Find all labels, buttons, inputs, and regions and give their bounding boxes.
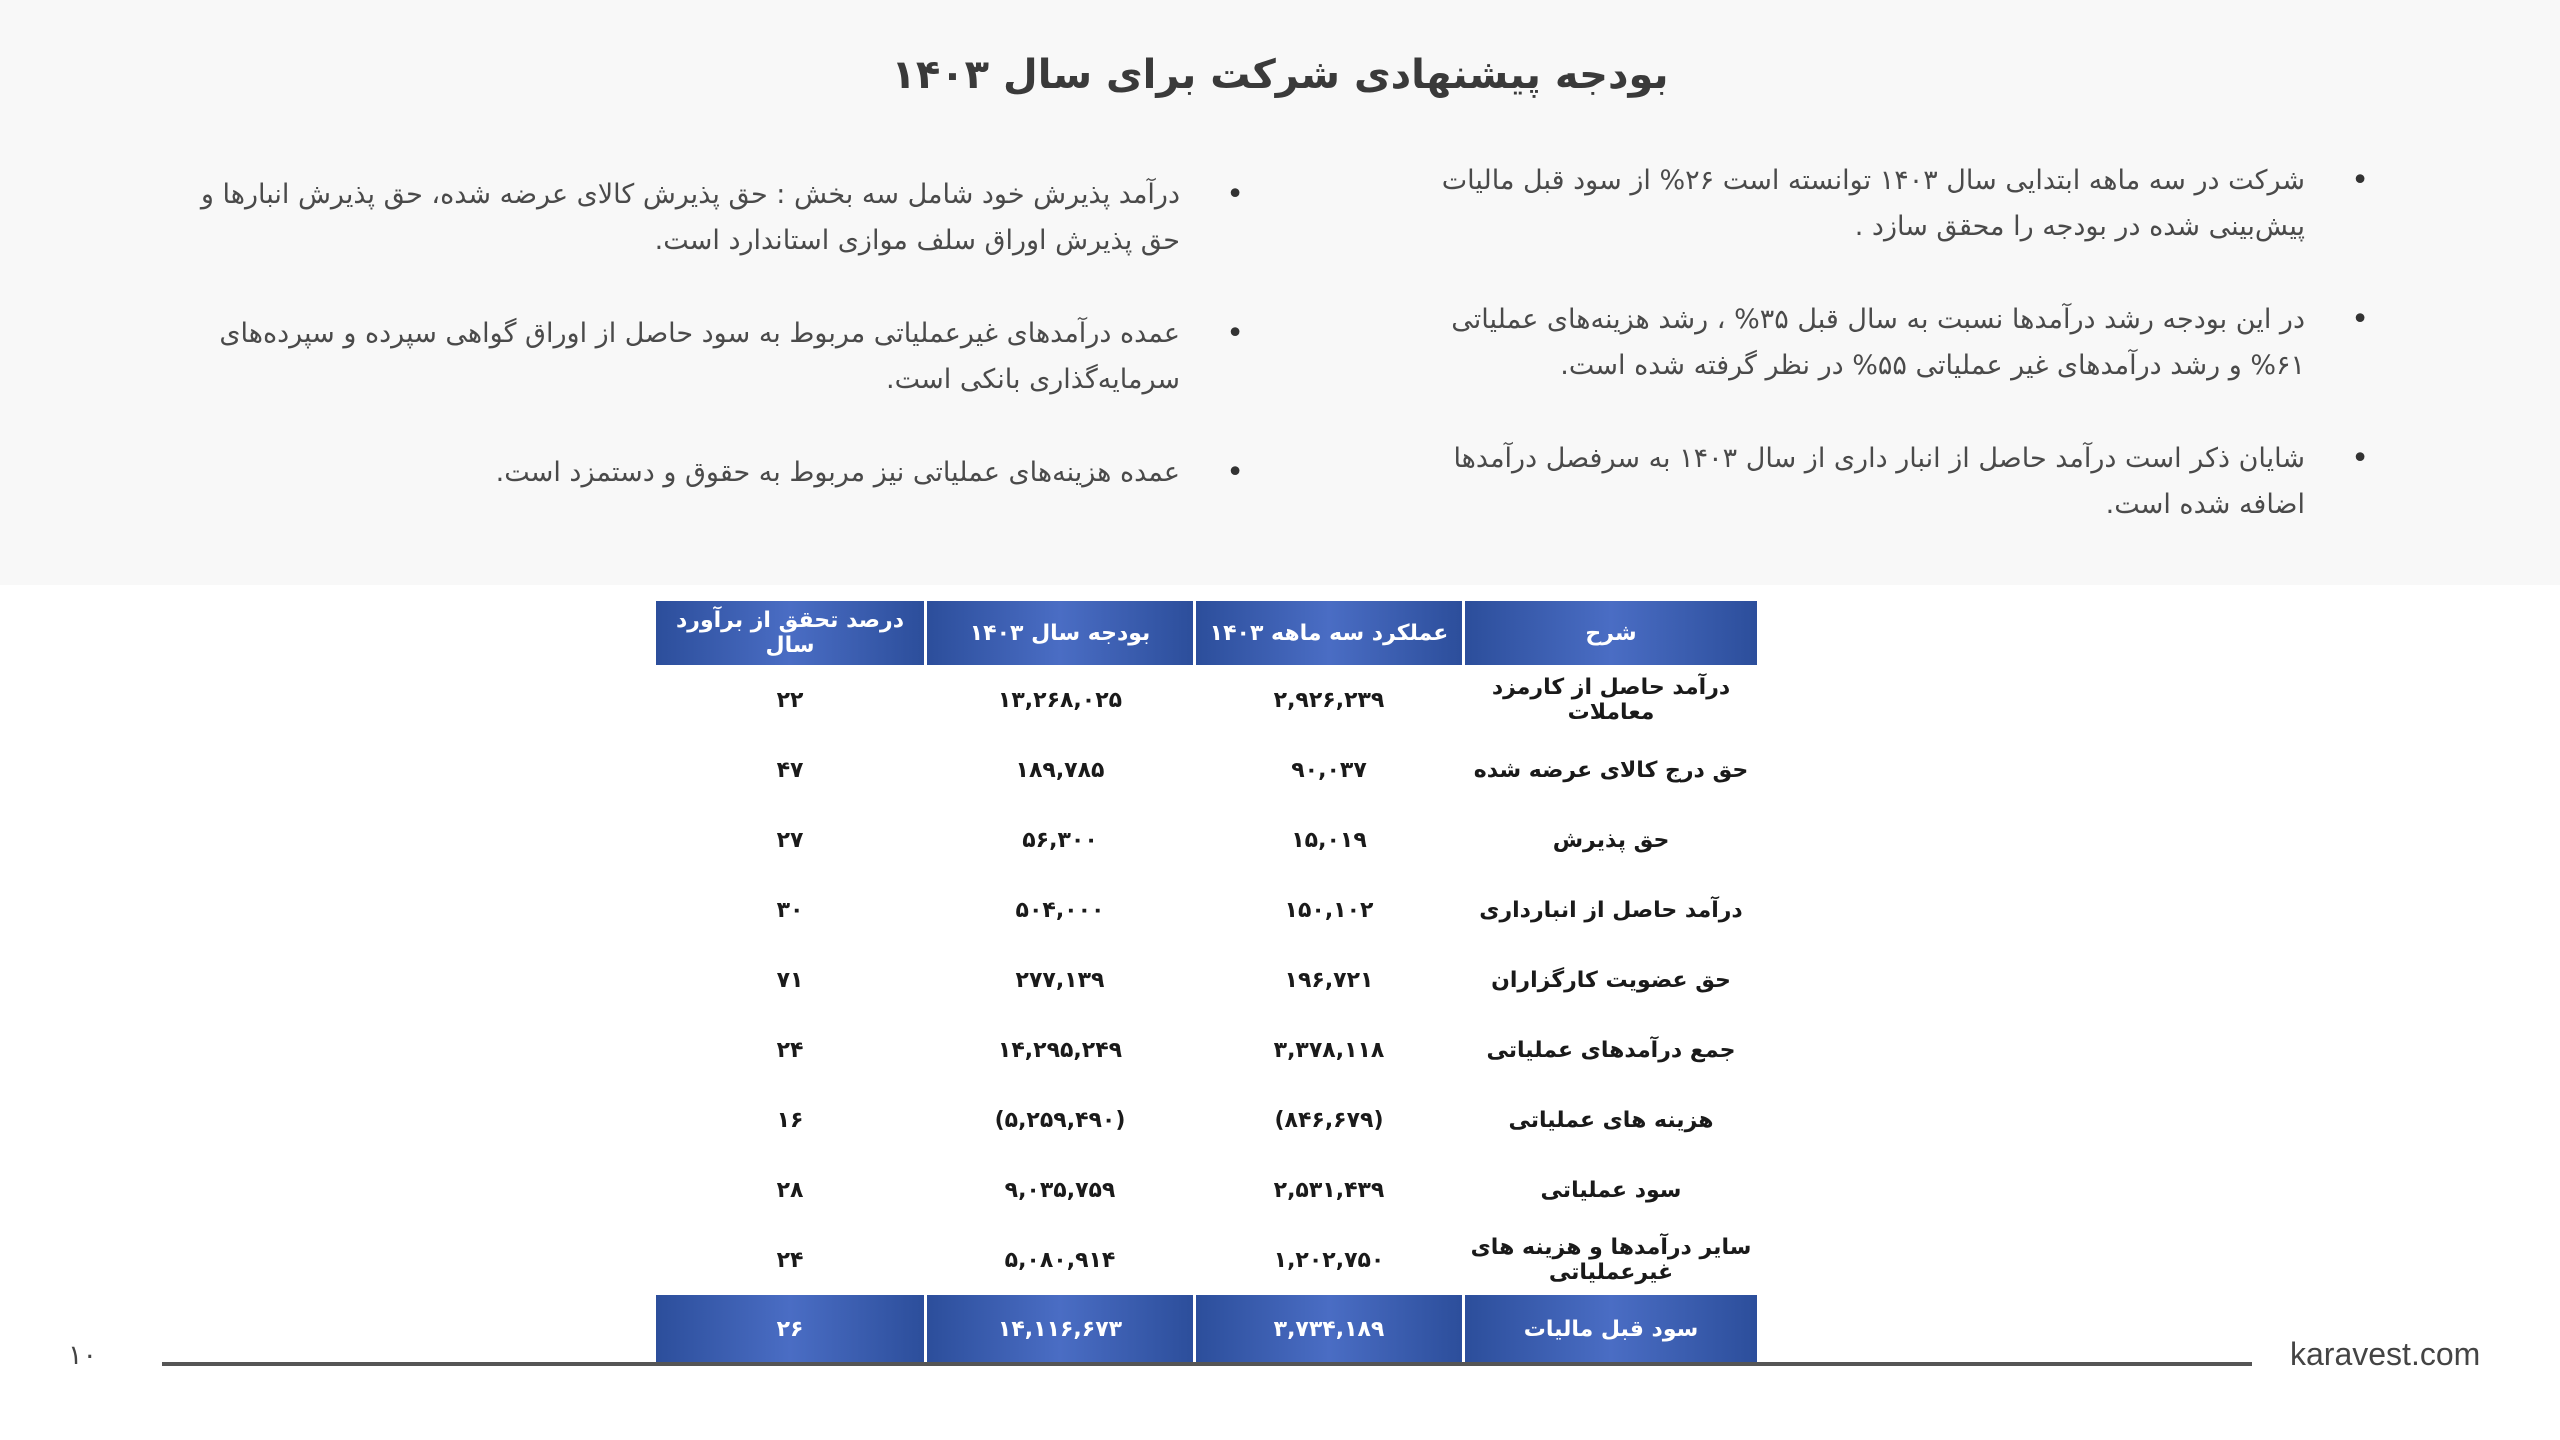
bullet-text: درآمد پذیرش خود شامل سه بخش : حق پذیرش کالای عرضه شده، حق پذیرش انبارها و حق پذیرش اوراق سلف موازی استاندارد است. [200, 179, 1180, 256]
cell-q1-performance: ۱۹۶,۷۲۱ [1196, 945, 1462, 1015]
cell-description: سود قبل مالیات [1465, 1295, 1757, 1363]
cell-annual-budget: ۲۷۷,۱۳۹ [927, 945, 1193, 1015]
cell-description: درآمد حاصل از انبارداری [1465, 875, 1757, 945]
bullet-text: شرکت در سه ماهه ابتدایی سال ۱۴۰۳ توانسته است ۲۶% از سود قبل مالیات پیش‌بینی شده در بودجه را محقق سازد . [1441, 165, 2305, 242]
cell-annual-budget: ۱۴,۲۹۵,۲۴۹ [927, 1015, 1193, 1085]
table-row [656, 875, 1757, 945]
right-bullet-list [1395, 158, 2369, 575]
page-title: بودجه پیشنهادی شرکت برای سال ۱۴۰۳ [891, 52, 1669, 98]
cell-achievement-percent: ۲۲ [656, 665, 924, 735]
cell-q1-performance: ۲,۹۲۶,۲۳۹ [1196, 665, 1462, 735]
cell-q1-performance: ۳,۳۷۸,۱۱۸ [1196, 1015, 1462, 1085]
table-row [656, 1155, 1757, 1225]
header-description: شرح [1465, 601, 1757, 665]
cell-description: درآمد حاصل از کارمزد معاملات [1465, 665, 1757, 735]
bullet-item [200, 450, 1244, 496]
cell-achievement-percent: ۲۷ [656, 805, 924, 875]
cell-annual-budget: ۱۸۹,۷۸۵ [927, 735, 1193, 805]
bullet-dot-icon: • [2351, 302, 2369, 337]
bullet-dot-icon: • [1226, 455, 1244, 490]
cell-q1-performance: ۱۵,۰۱۹ [1196, 805, 1462, 875]
cell-achievement-percent: ۴۷ [656, 735, 924, 805]
header-annual-budget: بودجه سال ۱۴۰۳ [927, 601, 1193, 665]
cell-annual-budget: (۵,۲۵۹,۴۹۰) [927, 1085, 1193, 1155]
cell-annual-budget: ۱۳,۲۶۸,۰۲۵ [927, 665, 1193, 735]
cell-description: جمع درآمدهای عملیاتی [1465, 1015, 1757, 1085]
bullet-dot-icon: • [1226, 316, 1244, 351]
bullet-dot-icon: • [2351, 441, 2369, 476]
bullet-text: عمده هزینه‌های عملیاتی نیز مربوط به حقوق و دستمزد است. [495, 457, 1180, 488]
cell-annual-budget: ۹,۰۳۵,۷۵۹ [927, 1155, 1193, 1225]
table-total-row [656, 1295, 1757, 1363]
bullet-item [200, 172, 1244, 264]
cell-annual-budget: ۵,۰۸۰,۹۱۴ [927, 1225, 1193, 1295]
table-row [656, 1085, 1757, 1155]
cell-q1-performance: ۲,۵۳۱,۴۳۹ [1196, 1155, 1462, 1225]
cell-description: هزینه های عملیاتی [1465, 1085, 1757, 1155]
bullet-text: شایان ذکر است درآمد حاصل از انبار داری از سال ۱۴۰۳ به سرفصل درآمدها اضافه شده است. [1453, 443, 2305, 520]
header-achievement-percent: درصد تحقق از برآورد سال [656, 601, 924, 665]
cell-description: حق عضویت کارگزاران [1465, 945, 1757, 1015]
cell-achievement-percent: ۷۱ [656, 945, 924, 1015]
cell-q1-performance: ۹۰,۰۳۷ [1196, 735, 1462, 805]
table-row [656, 735, 1757, 805]
header-q1-performance: عملکرد سه ماهه ۱۴۰۳ [1196, 601, 1462, 665]
budget-table [653, 601, 1760, 1363]
footer-divider [162, 1362, 2252, 1366]
bullet-item [1395, 297, 2369, 389]
bullet-item [1395, 436, 2369, 528]
cell-description: حق درج کالای عرضه شده [1465, 735, 1757, 805]
table-row [656, 1015, 1757, 1085]
cell-achievement-percent: ۲۸ [656, 1155, 924, 1225]
cell-achievement-percent: ۲۴ [656, 1225, 924, 1295]
bullet-text: عمده درآمدهای غیرعملیاتی مربوط به سود حاصل از اوراق گواهی سپرده و سپرده‌های سرمایه‌گذاری بانکی است. [219, 318, 1180, 395]
cell-q1-performance: (۸۴۶,۶۷۹) [1196, 1085, 1462, 1155]
cell-description: حق پذیرش [1465, 805, 1757, 875]
cell-q1-performance: ۳,۷۳۴,۱۸۹ [1196, 1295, 1462, 1363]
bullet-item [200, 311, 1244, 403]
table-row [656, 1225, 1757, 1295]
cell-achievement-percent: ۳۰ [656, 875, 924, 945]
bullet-dot-icon: • [1226, 177, 1244, 212]
table-row [656, 665, 1757, 735]
cell-achievement-percent: ۲۶ [656, 1295, 924, 1363]
table-row [656, 945, 1757, 1015]
cell-q1-performance: ۱,۲۰۲,۷۵۰ [1196, 1225, 1462, 1295]
cell-annual-budget: ۱۴,۱۱۶,۶۷۳ [927, 1295, 1193, 1363]
bullet-dot-icon: • [2351, 163, 2369, 198]
left-bullet-list [200, 172, 1244, 543]
cell-q1-performance: ۱۵۰,۱۰۲ [1196, 875, 1462, 945]
cell-description: سود عملیاتی [1465, 1155, 1757, 1225]
bullet-item [1395, 158, 2369, 250]
table-row [656, 805, 1757, 875]
page-number: ۱۰ [68, 1340, 98, 1371]
cell-description: سایر درآمدها و هزینه های غیرعملیاتی [1465, 1225, 1757, 1295]
cell-achievement-percent: ۱۶ [656, 1085, 924, 1155]
cell-annual-budget: ۵۰۴,۰۰۰ [927, 875, 1193, 945]
cell-annual-budget: ۵۶,۳۰۰ [927, 805, 1193, 875]
table-header-row [656, 601, 1757, 665]
site-url: karavest.com [2290, 1336, 2481, 1372]
cell-achievement-percent: ۲۴ [656, 1015, 924, 1085]
bullet-text: در این بودجه رشد درآمدها نسبت به سال قبل ۳۵% ، رشد هزینه‌های عملیاتی ۶۱% و رشد درآمدهای غیر عملیاتی ۵۵% در نظر گرفته شده است. [1451, 304, 2305, 381]
